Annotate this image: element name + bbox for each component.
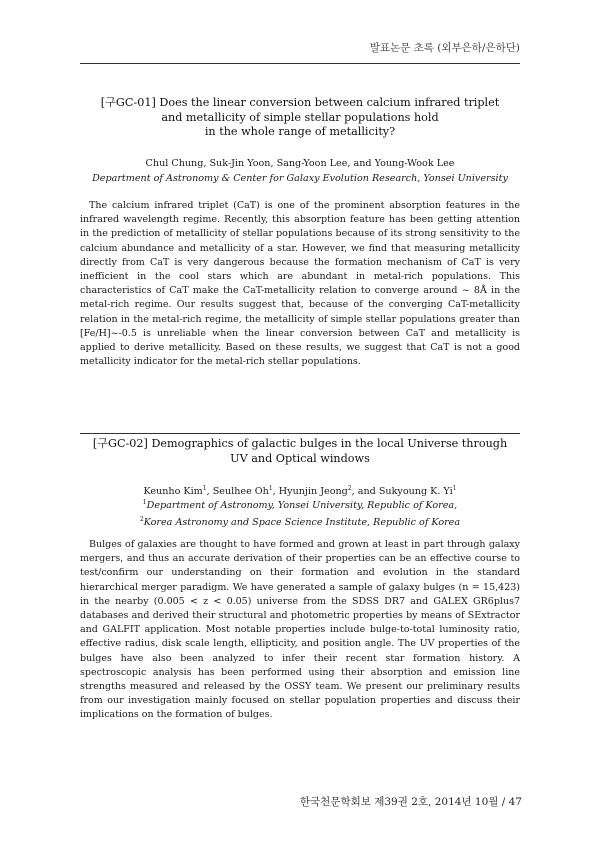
abstract-1-title-line-2: and metallicity of simple stellar populations hold bbox=[161, 110, 439, 124]
page-footer: 한국천문학회보 제39권 2호, 2014년 10월 / 47 bbox=[299, 796, 522, 808]
affiliation-1-text: Department of Astronomy, Yonsei University, Republic of Korea, bbox=[146, 500, 458, 512]
author-1: Keunho Kim bbox=[143, 486, 203, 498]
abstract-2-title bbox=[80, 437, 520, 466]
abstract-2-affiliations bbox=[80, 496, 520, 531]
abstract-2-body: Bulges of galaxies are thought to have formed and grown at least in part through galaxy mergers, and thus an accurate derivation of their properties can be an effective course to test/confirm our understanding on their formation and evolution in the standard hierarchical merger paradigm. We have generated a sample of galaxy bulges (n = 15,423) in the nearby (0.005 < z < 0.05) universe from the SDSS DR7 and GALEX GR6plus7 databases and derived their structural and photometric properties by means of SExtractor and GALFIT application. Most notable properties include bulge-to-total luminosity ratio, effective radius, disk scale length, ellipticity, and position angle. The UV properties of the bulges have also been analyzed to infer their recent star formation history. A spectroscopic analysis has been performed using their absorption and emission line strengths measured and released by the OSSY team. We present our preliminary results from our investigation mainly focused on stellar population properties and discuss their implications on the formation of bulges. bbox=[80, 539, 520, 721]
abstract-2-title-line-1: [구GC-02] Demographics of galactic bulges in the local Universe through bbox=[92, 437, 508, 450]
author-3: Hyunjin Jeong bbox=[278, 486, 348, 498]
affiliation-2-sup: 2 bbox=[139, 516, 144, 524]
abstract-divider bbox=[80, 433, 520, 434]
affiliation-1-sup: 1 bbox=[142, 499, 147, 506]
abstract-1-authors: Chul Chung, Suk-Jin Yoon, Sang-Yoon Lee, and Young-Wook Lee bbox=[145, 158, 455, 169]
affiliation-2 bbox=[80, 513, 520, 530]
abstract-1-title-line-3: in the whole range of metallicity? bbox=[204, 125, 396, 139]
author-1-sup: 1 bbox=[202, 485, 207, 492]
author-2: Seulhee Oh bbox=[212, 486, 269, 498]
running-header: 발표논문 초록 (외부은하/은하단) bbox=[369, 42, 520, 54]
abstract-1-title bbox=[80, 96, 520, 140]
author-2-sup: 1 bbox=[268, 485, 273, 492]
author-3-sup: 2 bbox=[347, 485, 352, 492]
author-4-sup: 1 bbox=[452, 485, 457, 492]
abstract-1-affiliation: Department of Astronomy & Center for Galaxy Evolution Research, Yonsei University bbox=[92, 173, 508, 184]
affiliation-1 bbox=[80, 496, 520, 513]
abstract-2-title-line-2: UV and Optical windows bbox=[230, 451, 370, 465]
abstract-1-title-line-1: [구GC-01] Does the linear conversion between calcium infrared triplet bbox=[100, 96, 500, 109]
affiliation-2-text: Korea Astronomy and Space Science Institute, Republic of Korea bbox=[143, 517, 461, 529]
abstract-1-body: The calcium infrared triplet (CaT) is one of the prominent absorption features in the infrared wavelength regime. Recently, this absorption feature has been getting attention in the prediction of metallicity of stellar populations because of its strong sensitivity to the calcium abundance and metallicity of a star. However, we find that measuring metallicity directly from CaT is very dangerous because the formation mechanism of CaT is very inefficient in the cool stars which are abundant in metal-rich populations. This characteristics of CaT make the CaT-metallicity relation to converge around ~ 8Å in the metal-rich regime. Our results suggest that, because of the converging CaT-metallicity relation in the metal-rich regime, the metallicity of simple stellar populations greater than [Fe/H]~-0.5 is unreliable when the linear conversion between CaT and metallicity is applied to derive metallicity. Based on these results, we suggest that CaT is not a good metallicity indicator for the metal-rich stellar populations. bbox=[80, 200, 520, 368]
abstract-2-authors: Keunho Kim$^1$, Seulhee Oh$^1$, Hyunjin Jeong$^2$, and Sukyoung K. Yi$^1$ bbox=[143, 485, 457, 498]
header-divider bbox=[80, 63, 520, 64]
author-4: and Sukyoung K. Yi bbox=[357, 486, 453, 498]
